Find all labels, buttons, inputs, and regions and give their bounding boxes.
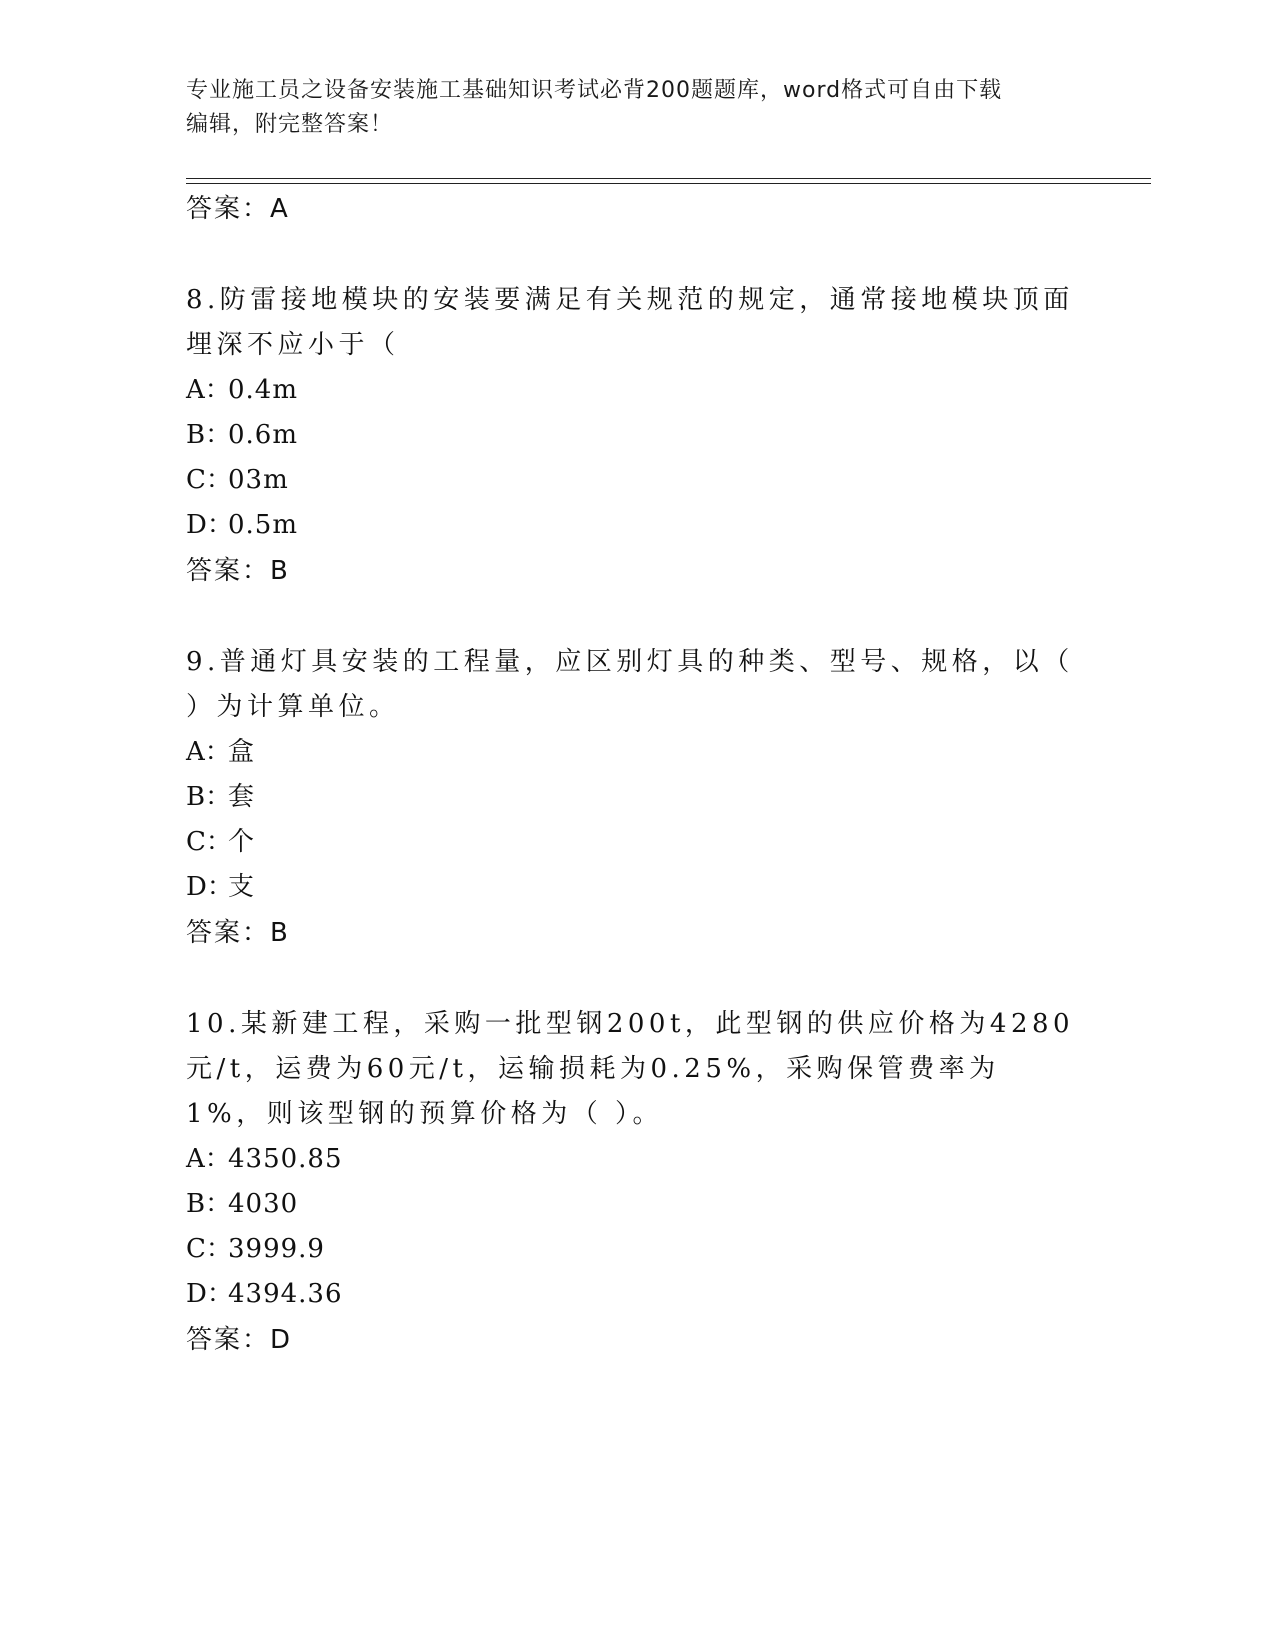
option-value: 0.5m [228,510,299,540]
option-c [186,820,1076,865]
answer-label: 答案： [186,918,271,948]
option-key: B： [186,420,232,450]
header-line-1: 专业施工员之设备安装施工基础知识考试必背200题题库，word格式可自由下载 [186,78,1003,103]
option-b [186,775,1076,820]
question-text: 10.某新建工程，采购一批型钢200t，此型钢的供应价格为4280元/t，运费为60元/t，运输损耗为0.25%，采购保管费率为1%，则该型钢的预算价格为（ ）。 [186,1009,1075,1129]
option-d [186,865,1076,910]
option-value: 支 [228,872,256,902]
question-text: 8.防雷接地模块的安装要满足有关规范的规定，通常接地模块顶面埋深不应小于（ [186,285,1074,360]
option-a [186,1137,1076,1182]
answer-label: 答案： [186,1325,271,1355]
option-value: 3999.9 [228,1234,325,1264]
option-key: C： [186,465,232,495]
answer-value: B [270,918,289,948]
document-header [186,74,1076,142]
option-a [186,730,1076,775]
option-a [186,368,1076,413]
header-line-2: 编辑，附完整答案！ [186,112,394,137]
answer-value: A [270,194,289,224]
option-key: D： [186,872,233,902]
option-key: B： [186,1189,232,1219]
option-key: A： [186,737,231,767]
option-key: C： [186,1234,232,1264]
answer-label: 答案： [186,556,271,586]
option-value: 4030 [228,1189,299,1219]
option-value: 4394.36 [228,1279,343,1309]
answer-value: B [270,556,289,586]
option-d [186,503,1076,548]
option-d [186,1272,1076,1317]
question-text: 9.普通灯具安装的工程量，应区别灯具的种类、型号、规格，以（ ）为计算单位。 [186,647,1074,722]
option-value: 个 [228,827,256,857]
option-b [186,413,1076,458]
option-key: C： [186,827,232,857]
header-rule-bottom [186,183,1151,184]
answer-line [186,910,1076,956]
answer-label: 答案： [186,194,271,224]
option-c [186,1227,1076,1272]
option-value: 盒 [228,737,256,767]
answer-line [186,548,1076,594]
option-value: 03m [228,465,289,495]
option-key: B： [186,782,232,812]
header-rule-top [186,178,1151,179]
option-key: D： [186,1279,233,1309]
answer-line [186,186,1076,232]
option-value: 套 [228,782,256,812]
option-key: D： [186,510,233,540]
option-value: 0.6m [228,420,299,450]
option-c [186,458,1076,503]
option-value: 0.4m [228,375,299,405]
option-key: A： [186,375,231,405]
option-value: 4350.85 [228,1144,343,1174]
option-b [186,1182,1076,1227]
answer-value: D [270,1325,292,1355]
answer-line [186,1317,1076,1363]
option-key: A： [186,1144,231,1174]
question-list [186,186,1076,1363]
